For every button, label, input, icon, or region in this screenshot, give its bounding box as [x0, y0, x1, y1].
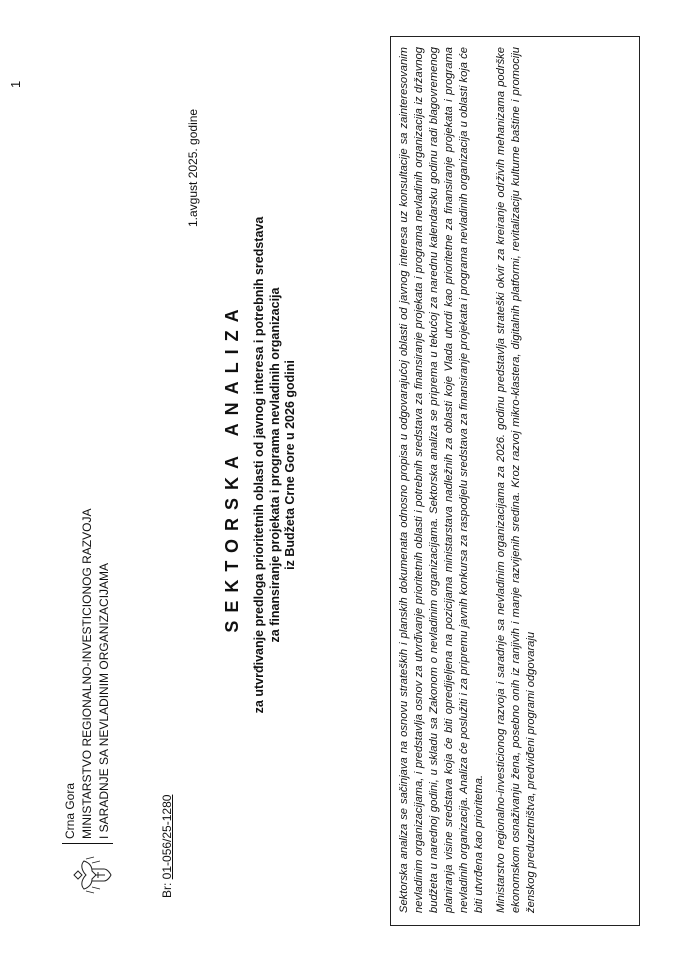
subtitle-line: za finansiranje projekata i programa nevladinih organizacija: [267, 287, 282, 643]
reference-prefix: Br:: [160, 882, 174, 898]
document-title: SEKTORSKA ANALIZA: [222, 301, 242, 633]
subtitle-line: iz Budžeta Crne Gore u 2026 godini: [283, 360, 297, 570]
ministry-name: MINISTARSTVO REGIONALNO-INVESTICIONOG RAZVOJA: [80, 508, 94, 839]
ministry-department: I SARADNJE SA NEVLADINIM ORGANIZACIJAMA: [97, 562, 111, 839]
letterhead: [62, 509, 113, 844]
reference-number: [160, 795, 174, 898]
body-paragraph: Sektorska analiza se sačinjava na osnovu strateških i planskih dokumenata odnosno propisa u odgovarajućoj oblasti od javnog interesa uz konsultacije sa zainteresovanim nevladinim organizacijama, i predstavlja osnov za utvrđivanje prioritetnih oblasti i potrebnih sredstava za finansiranje projekata i programa nevladinih organizacija iz državnog budžeta u narednoj godini, u skladu sa Zakonom o nevladinim organizacijama. Sektorska analiza se priprema u tekućoj za narednu kalendarsku godinu radi blagovremenog planiranja visine sredstava koja će biti opredijeljena na pozicijama ministarstava nadležnih za oblasti koje Vlada utvrdi kao prioritetne za finansiranje projekata i programa nevladinih organizacija. Analiza će poslužiti i za pripremu javnih konkursa za raspodjelu sredstava za finansiranje projekata i programa nevladinih organizacija u oblasti koja će biti utvrđena kao prioritetna.: [398, 47, 486, 913]
reference-value: 01-056/25-1280: [160, 794, 174, 880]
country-name: Crna Gora: [63, 782, 77, 839]
coat-of-arms-icon: [70, 855, 114, 895]
body-paragraph: Ministarstvo regionalno-investicionog razvoja i saradnje sa nevladinim organizacijama za 2026. godinu predstavlja strateški okvir za kreiranje održivih mehanizama podrške ekonomskom osnaživanju žena, posebno onih iz ranjivih i manje razvijenih sredina. Kroz razvoj mikro-klastera, digitalnih platformi, revitalizaciju kulturne baštine i promociju ženskog preduzetništva, predviđeni programi odgovaraju: [494, 47, 537, 913]
subtitle-line: za utvrđivanje predloga prioritetnih oblasti od javnog interesa i potrebnih sredstava: [252, 216, 266, 714]
document-subtitle: [252, 205, 299, 725]
body-text-box: [390, 36, 640, 926]
document-date: 1.avgust 2025. godine: [186, 108, 200, 227]
page-number: 1: [8, 80, 23, 88]
